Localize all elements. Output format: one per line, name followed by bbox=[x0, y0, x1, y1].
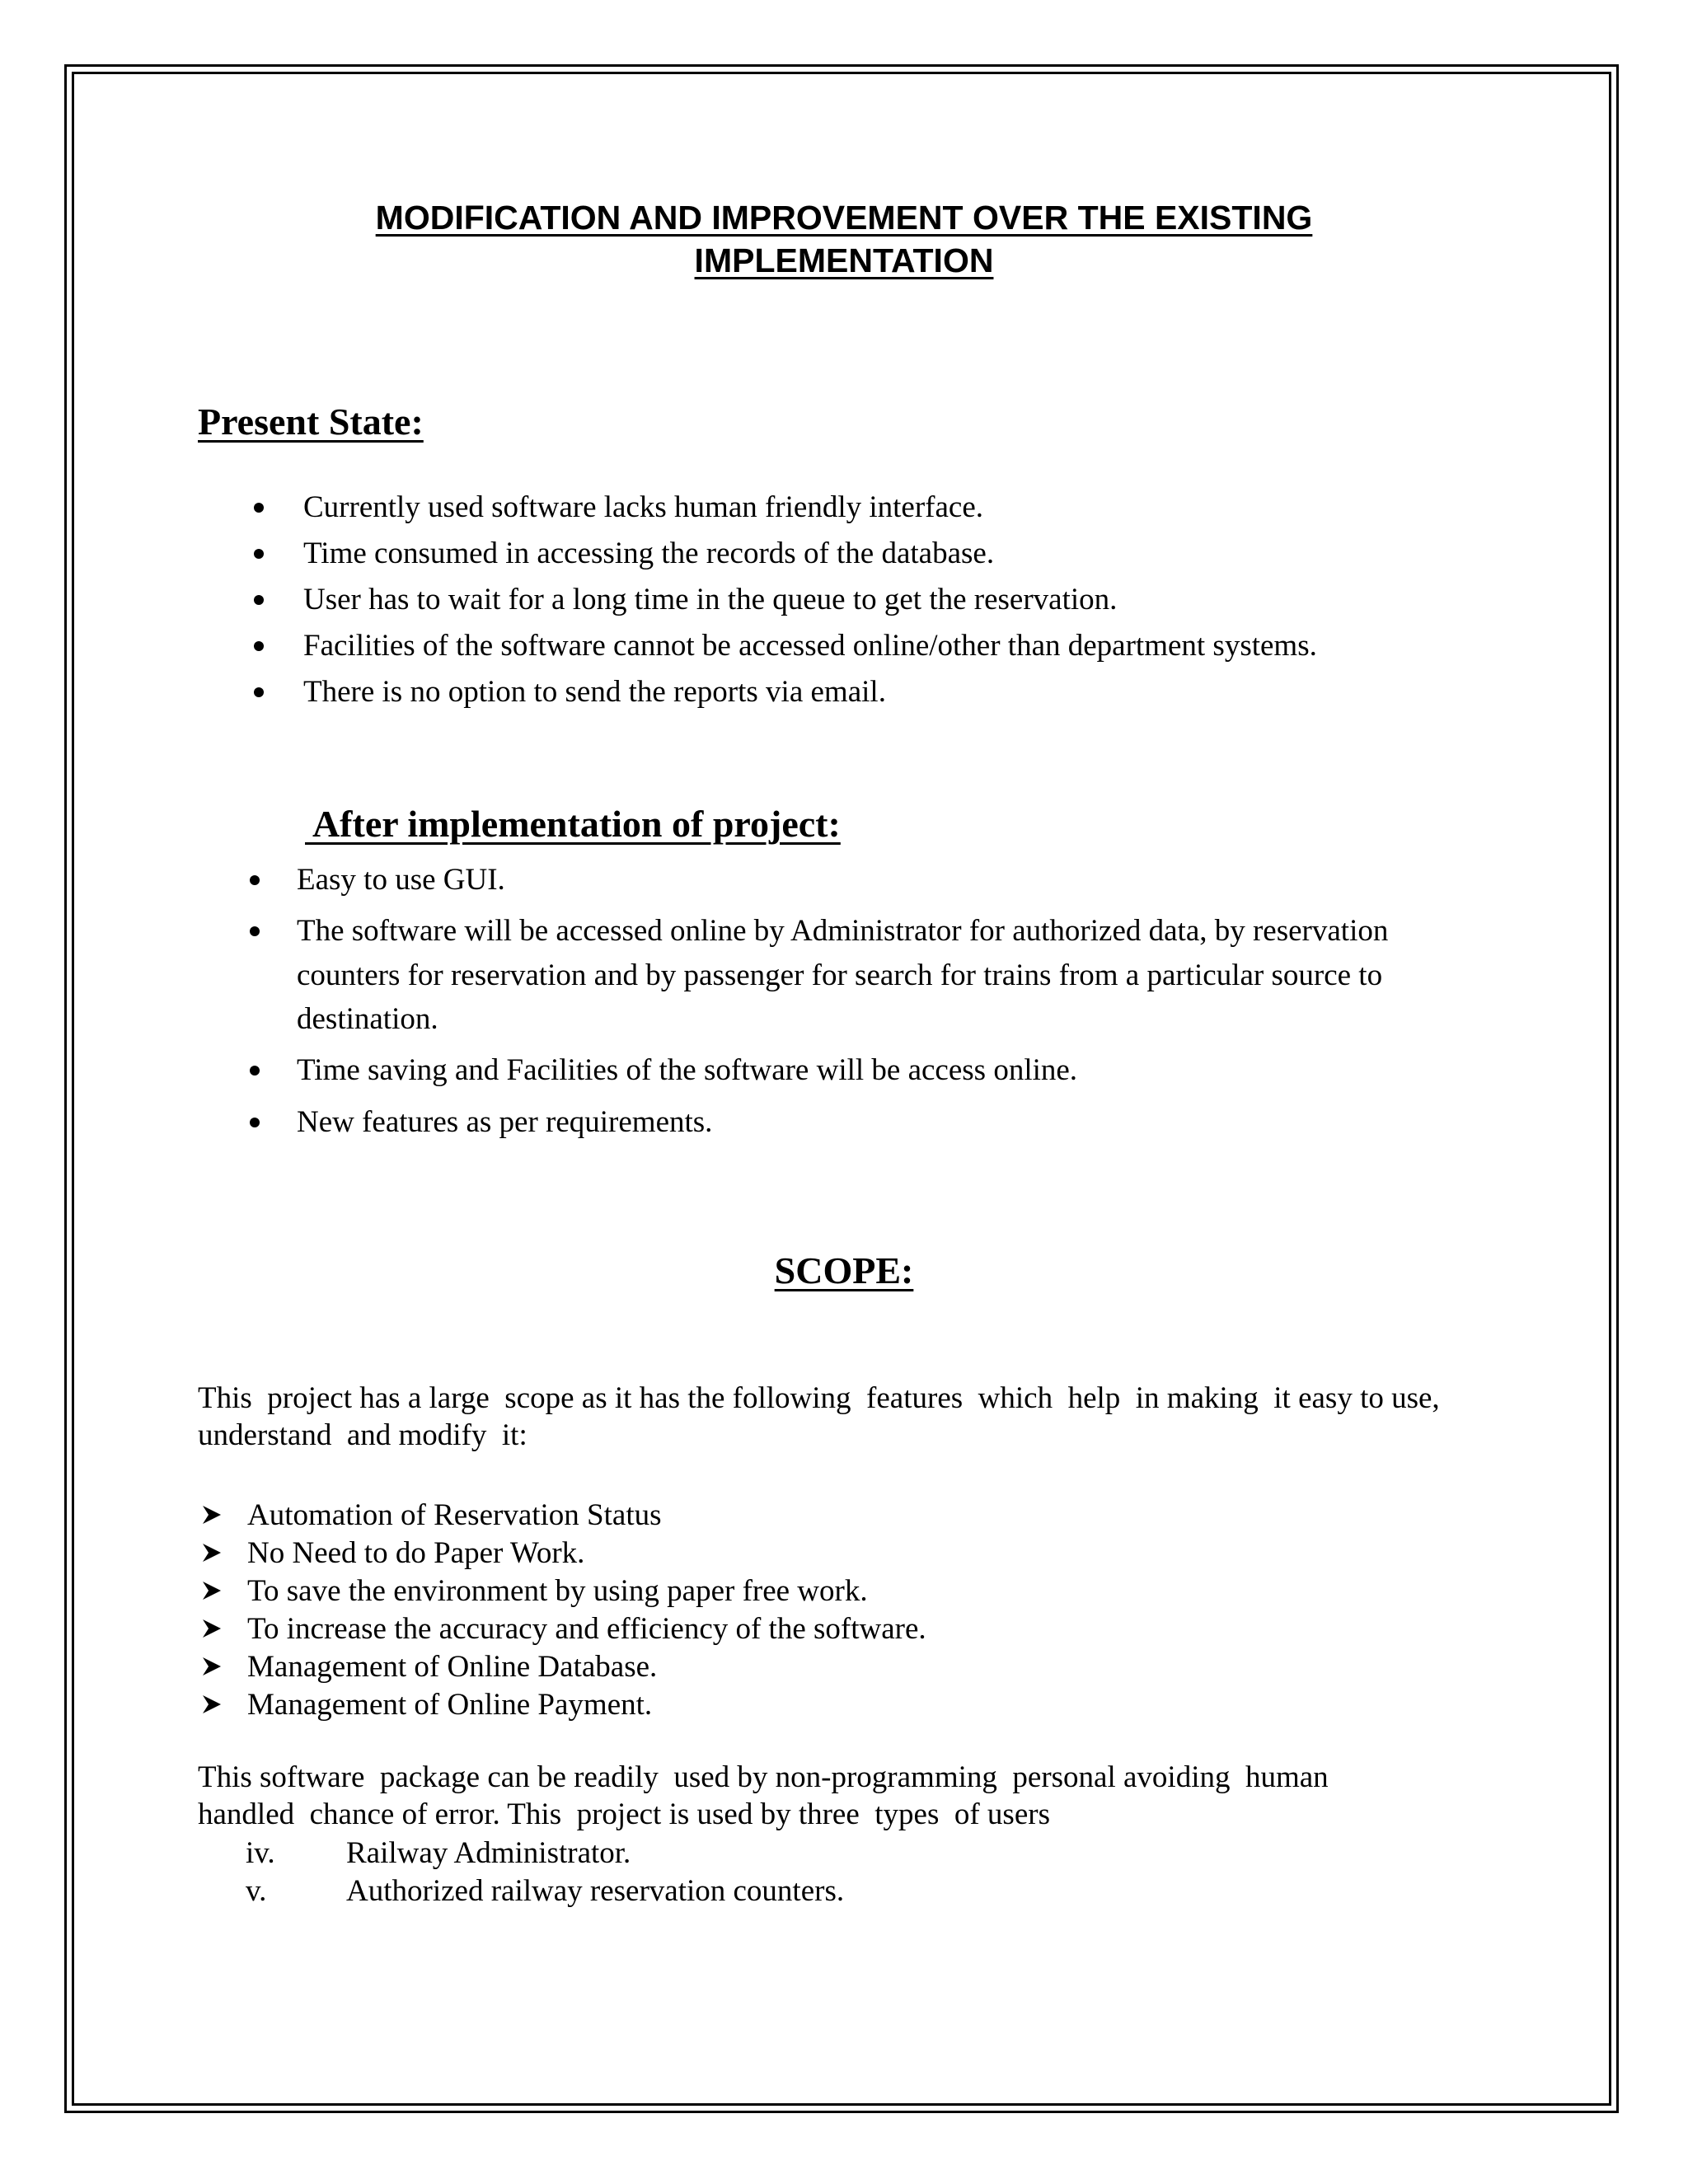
list-item bbox=[246, 1835, 1235, 1872]
scope-intro bbox=[198, 1380, 1440, 1454]
list-item: Time saving and Facilities of the software will be access online. bbox=[247, 1047, 1566, 1094]
scope-outro-line1: This software package can be readily used by non-programming personal avoiding human bbox=[198, 1760, 1329, 1794]
page-title bbox=[198, 196, 1490, 282]
list-item-text: Authorized railway reservation counters. bbox=[346, 1874, 845, 1908]
bullet-icon bbox=[254, 687, 264, 697]
arrowhead-bullet-icon bbox=[201, 1542, 223, 1563]
bullet-icon bbox=[250, 926, 260, 936]
bullet-icon bbox=[254, 641, 264, 651]
list-item-continuation: counters for reservation and by passenger for search for trains from a particular source to bbox=[297, 958, 1383, 992]
scope-heading: SCOPE: bbox=[774, 1249, 914, 1291]
scope-outro bbox=[198, 1759, 1329, 1833]
bullet-icon bbox=[254, 503, 264, 513]
list-numeral: iv. bbox=[246, 1836, 275, 1870]
scope-intro-line1: This project has a large scope as it has the following features which help in making it easy to use, bbox=[198, 1381, 1440, 1415]
list-item-continuation: destination. bbox=[297, 1002, 438, 1036]
list-item: New features as per requirements. bbox=[247, 1099, 1566, 1146]
list-item-text: Railway Administrator. bbox=[346, 1836, 631, 1870]
user-types-list bbox=[246, 1835, 1235, 1910]
scope-intro-line2: understand and modify it: bbox=[198, 1418, 528, 1452]
list-item: The software will be accessed online by Administrator for authorized data, by reservation bbox=[247, 908, 1566, 954]
list-numeral: v. bbox=[246, 1874, 267, 1908]
list-item bbox=[246, 1872, 1235, 1910]
arrowhead-bullet-icon bbox=[201, 1580, 223, 1601]
bullet-icon bbox=[250, 1066, 260, 1076]
bullet-icon bbox=[250, 875, 260, 885]
arrowhead-bullet-icon bbox=[201, 1504, 223, 1526]
bullet-icon bbox=[254, 595, 264, 605]
arrowhead-bullet-icon bbox=[201, 1618, 223, 1639]
page-title-line2: IMPLEMENTATION bbox=[694, 241, 994, 279]
after-implementation-heading: After implementation of project: bbox=[305, 803, 841, 845]
arrowhead-bullet-icon bbox=[201, 1656, 223, 1677]
bullet-icon bbox=[250, 1118, 260, 1127]
page-title-line1: MODIFICATION AND IMPROVEMENT OVER THE EXISTING bbox=[375, 199, 1313, 237]
bullet-icon bbox=[254, 549, 264, 559]
list-item: Easy to use GUI. bbox=[247, 857, 1566, 903]
scope-outro-line2: handled chance of error. This project is used by three types of users bbox=[198, 1797, 1050, 1831]
arrowhead-bullet-icon bbox=[201, 1694, 223, 1715]
present-state-heading: Present State: bbox=[198, 401, 424, 443]
scope-heading-wrap bbox=[0, 1248, 1688, 1294]
